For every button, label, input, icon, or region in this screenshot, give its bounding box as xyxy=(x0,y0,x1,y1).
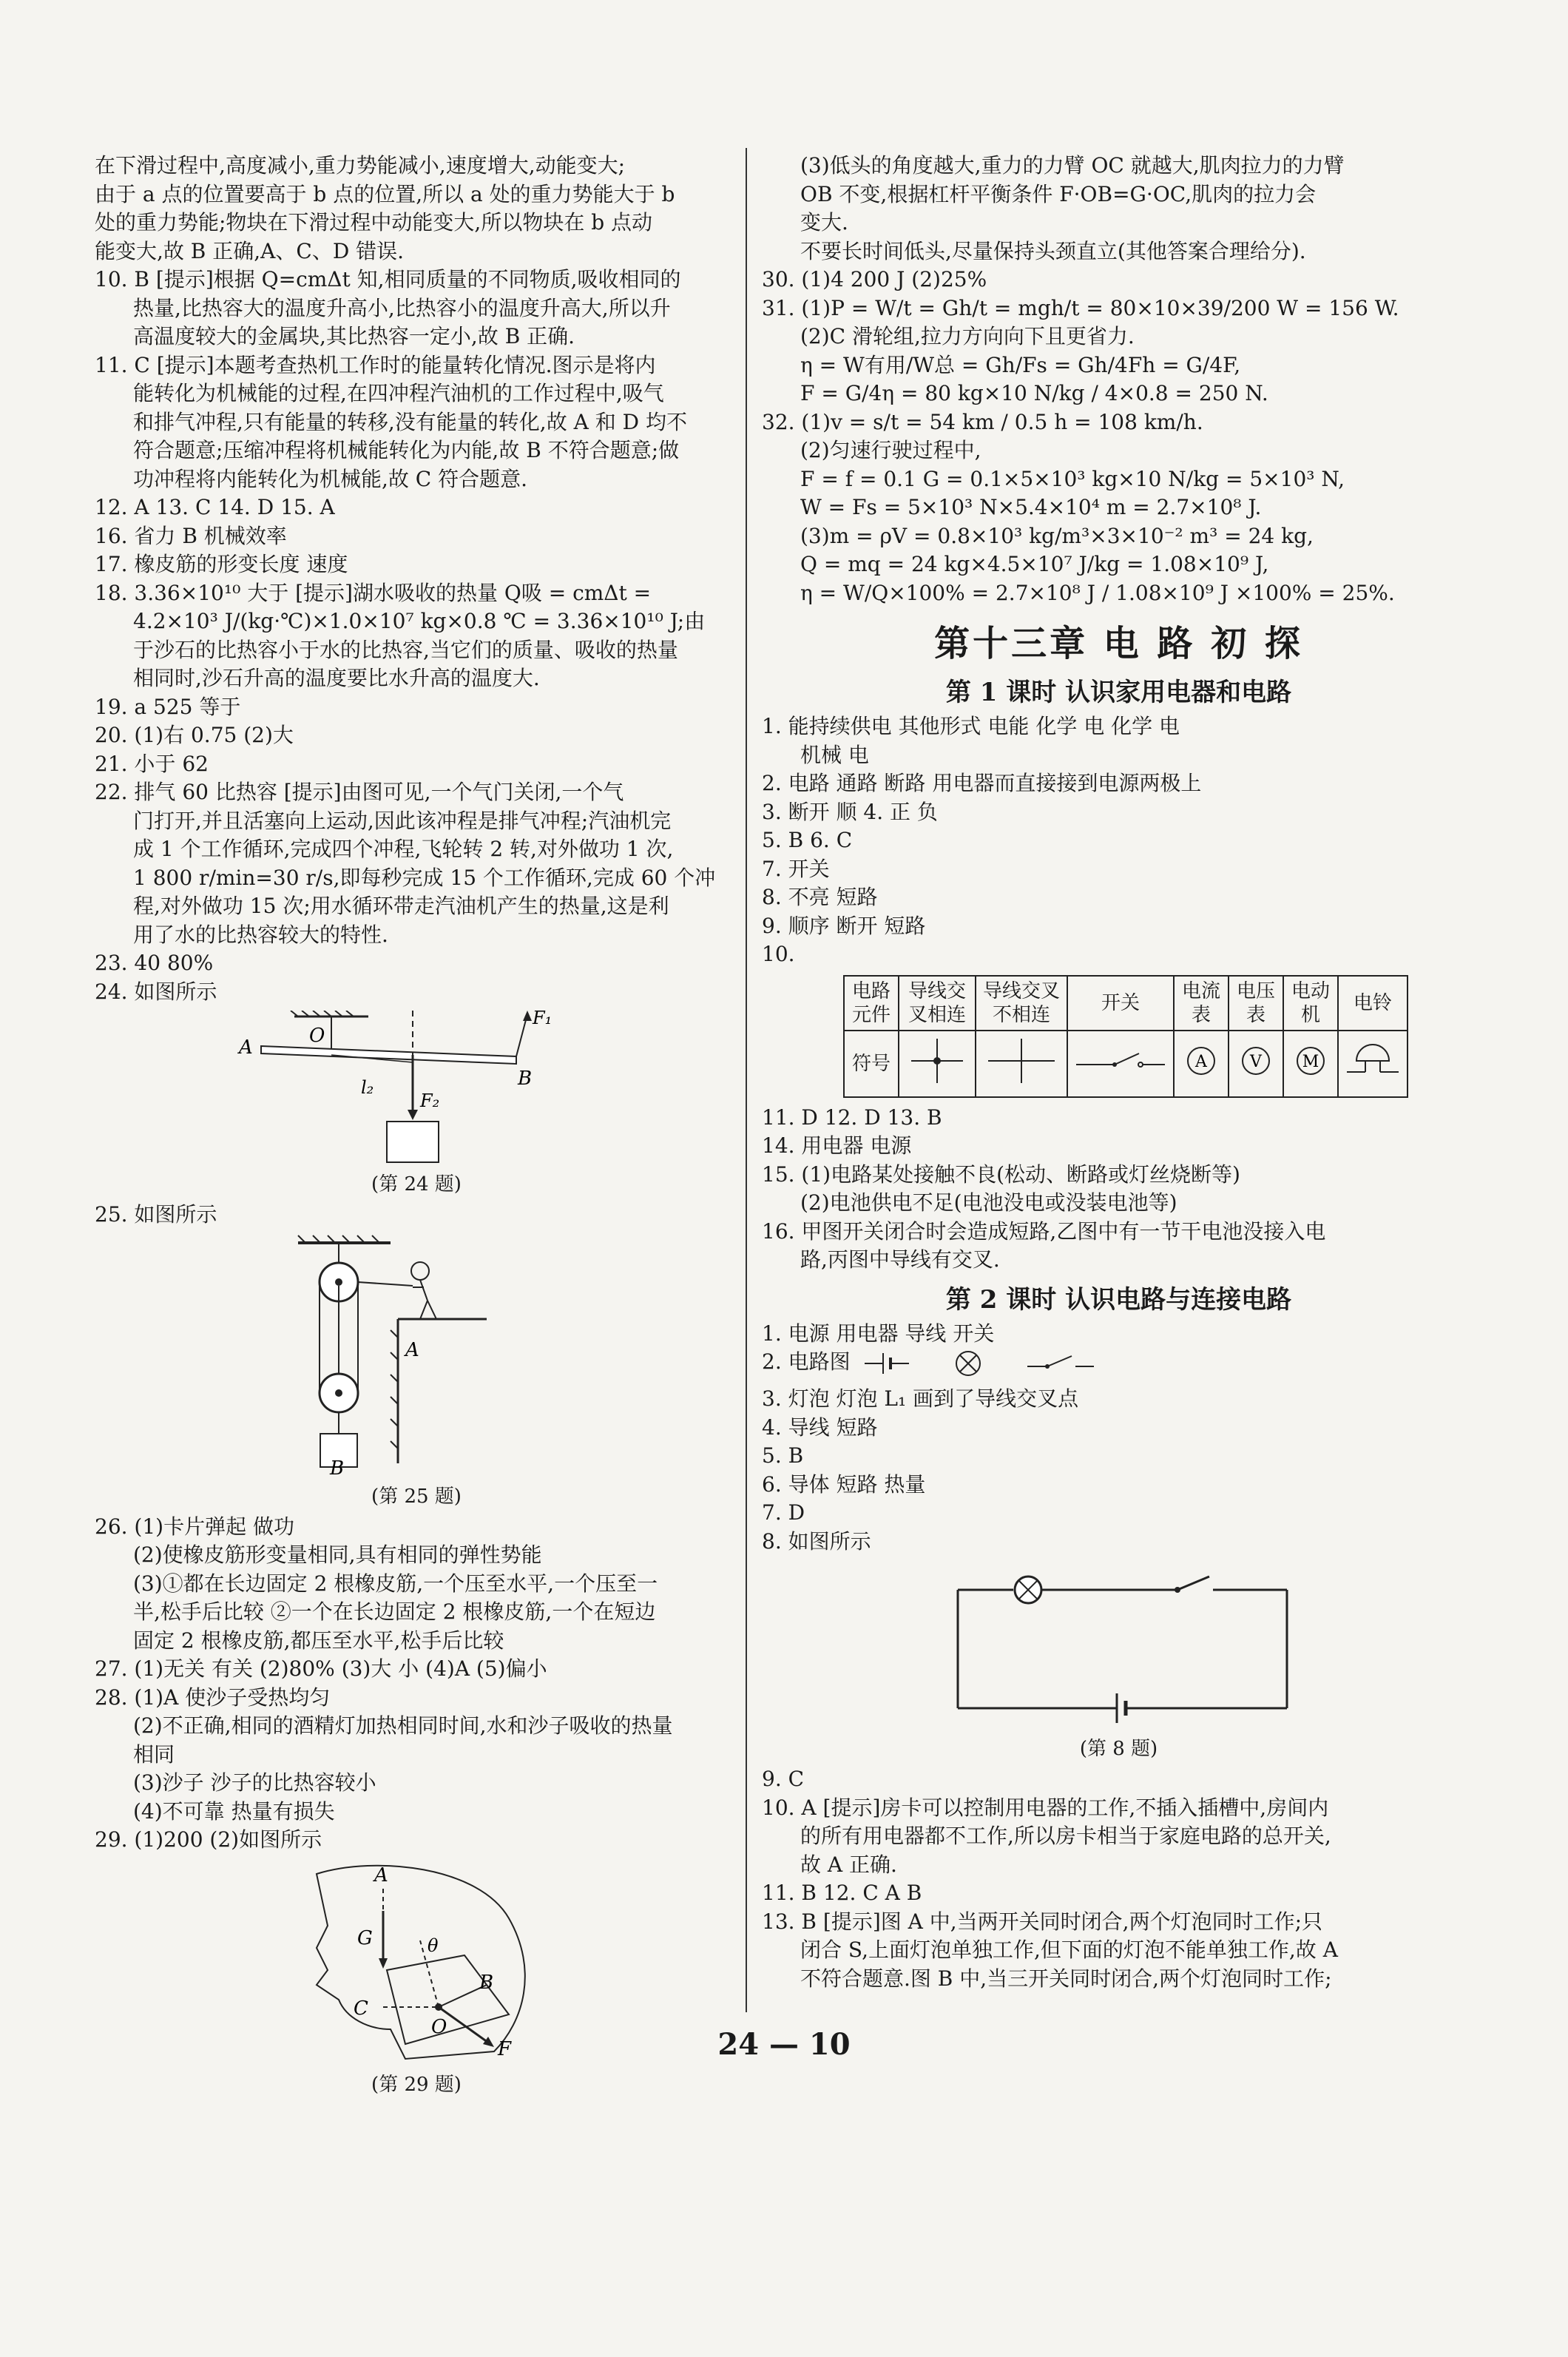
text-line: 和排气冲程,只有能量的转移,没有能量的转化,故 A 和 D 均不 xyxy=(133,409,687,434)
answer-18: 18. 3.36×10¹⁰ 大于 [提示]湖水吸收的热量 Q吸 = cmΔt = xyxy=(95,580,652,605)
answer-24: 24. 如图所示 xyxy=(95,979,217,1004)
voltmeter-symbol xyxy=(1229,1031,1283,1097)
svg-text:B: B xyxy=(479,1971,494,1994)
switch-symbol xyxy=(1067,1031,1174,1097)
svg-text:O: O xyxy=(309,1025,325,1047)
text-line: (2)使橡皮筋形变量相同,具有相同的弹性势能 xyxy=(133,1542,542,1567)
svg-text:C: C xyxy=(354,1997,368,2020)
symbols-row xyxy=(857,1349,1123,1378)
text-line: 11. B 12. C A B xyxy=(762,1881,922,1905)
answer-28: 28. (1)A 使沙子受热均匀 xyxy=(95,1685,331,1710)
text-line: (3)低头的角度越大,重力的力臂 OC 就越大,肌肉拉力的力臂 xyxy=(800,153,1345,178)
answer-10: 10. B [提示]根据 Q=cmΔt 知,相同质量的不同物质,吸收相同的 xyxy=(95,267,681,291)
text-line: 在下滑过程中,高度减小,重力势能减小,速度增大,动能变大; xyxy=(95,153,626,178)
text-line: 不符合题意.图 B 中,当三开关同时闭合,两个灯泡同时工作; xyxy=(800,1966,1332,1991)
bell-symbol xyxy=(1338,1031,1408,1097)
text-line: 11. D 12. D 13. B xyxy=(762,1105,942,1130)
motor-symbol xyxy=(1283,1031,1338,1097)
svg-text:F: F xyxy=(498,2037,512,2060)
svg-text:A: A xyxy=(374,1864,388,1886)
text-line: 成 1 个工作循环,完成四个冲程,飞轮转 2 转,对外做功 1 次, xyxy=(133,837,674,861)
svg-text:F₂: F₂ xyxy=(420,1090,440,1111)
answer-22: 22. 排气 60 比热容 [提示]由图可见,一个气门关闭,一个气 xyxy=(95,780,624,804)
text-line: 4.2×10³ J/(kg·℃)×1.0×10⁷ kg×0.8 ℃ = 3.36×10¹⁰ J;由 xyxy=(133,609,706,633)
table-row xyxy=(844,1031,1408,1097)
table-cell: 符号 xyxy=(844,1031,899,1097)
table-cell: 电铃 xyxy=(1338,976,1408,1031)
answer-17: 17. 橡皮筋的形变长度 速度 xyxy=(95,552,348,576)
text-line: 1 800 r/min=30 r/s,即每秒完成 15 个工作循环,完成 60 个冲 xyxy=(133,865,716,890)
text-line: 处的重力势能;物块在下滑过程中动能变大,所以物块在 b 点动 xyxy=(95,210,653,235)
figure-caption: (第 29 题) xyxy=(371,2073,462,2096)
text-line: (2)电池供电不足(电池没电或没装电池等) xyxy=(800,1190,1177,1215)
text-line: 3. 断开 顺 4. 正 负 xyxy=(762,799,938,824)
lesson-title: 第 1 课时 认识家用电器和电路 xyxy=(945,678,1292,707)
svg-text:B: B xyxy=(518,1068,533,1090)
text-line: 1. 电源 用电器 导线 开关 xyxy=(762,1321,995,1346)
svg-text:θ: θ xyxy=(428,1935,439,1956)
text-line: 3. 灯泡 灯泡 L₁ 画到了导线交叉点 xyxy=(762,1386,1079,1411)
answer-11: 11. C [提示]本题考查热机工作时的能量转化情况.图示是将内 xyxy=(95,352,656,377)
text-line: 的所有用电器都不工作,所以房卡相当于家庭电路的总开关, xyxy=(800,1824,1331,1848)
circuit-symbol-table xyxy=(843,975,1408,1098)
text-line: (2)不正确,相同的酒精灯加热相同时间,水和沙子吸收的热量 xyxy=(133,1713,673,1738)
crossing-symbol xyxy=(976,1031,1067,1097)
answer-31: 31. (1)P = W/t = Gh/t = mgh/t = 80×10×39/200 W = 156 W. xyxy=(762,295,1399,320)
meter-letter: V xyxy=(1250,1052,1262,1071)
text-line: 相同时,沙石升高的温度要比水升高的温度大. xyxy=(133,666,540,690)
text-line: 门打开,并且活塞向上运动,因此该冲程是排气冲程;汽油机完 xyxy=(133,808,672,833)
text-line: 相同 xyxy=(133,1741,175,1767)
left-column xyxy=(95,152,738,2101)
table-cell: 电动机 xyxy=(1283,976,1338,1031)
text-line: 7. 开关 xyxy=(762,856,830,881)
svg-text:A: A xyxy=(239,1036,253,1059)
text-line: Q = mq = 24 kg×4.5×10⁷ J/kg = 1.08×10⁹ J, xyxy=(800,552,1269,576)
figure-8-circuit xyxy=(762,1560,1476,1761)
text-line: 6. 导体 短路 热量 xyxy=(762,1471,926,1497)
text-line: 2. 电路 通路 断路 用电器而直接接到电源两极上 xyxy=(762,771,1202,795)
answer-21: 21. 小于 62 xyxy=(95,751,209,776)
text-line: (4)不可靠 热量有损失 xyxy=(133,1798,335,1824)
text-line: 13. B [提示]图 A 中,当两开关同时闭合,两个灯泡同时工作;只 xyxy=(762,1909,1323,1934)
meter-letter: A xyxy=(1195,1052,1207,1071)
text-line: 9. C xyxy=(762,1767,805,1791)
text-line: 变大. xyxy=(800,210,848,235)
junction-symbol xyxy=(899,1031,976,1097)
table-cell: 开关 xyxy=(1067,976,1174,1031)
svg-text:A: A xyxy=(405,1338,419,1361)
ammeter-symbol xyxy=(1174,1031,1229,1097)
table-cell: 导线交叉不相连 xyxy=(976,976,1067,1031)
svg-text:G: G xyxy=(357,1926,373,1949)
right-column xyxy=(762,152,1476,1993)
text-line: 于沙石的比热容小于水的比热容,当它们的质量、吸收的热量 xyxy=(133,637,678,662)
answer-16: 16. 省力 B 机械效率 xyxy=(95,523,287,548)
text-line: F = G/4η = 80 kg×10 N/kg / 4×0.8 = 250 N. xyxy=(800,381,1268,405)
text-line: 路,丙图中导线有交叉. xyxy=(800,1247,1000,1272)
lever-diagram xyxy=(95,1011,738,1166)
text-line: 不要长时间低头,尽量保持头颈直立(其他答案合理给分). xyxy=(800,238,1306,263)
figure-caption: (第 25 题) xyxy=(371,1485,462,1508)
text-line: 由于 a 点的位置要高于 b 点的位置,所以 a 处的重力势能大于 b xyxy=(95,181,675,206)
text-line: 10. xyxy=(762,942,795,966)
text-line: 15. (1)电路某处接触不良(松动、断路或灯丝烧断等) xyxy=(762,1161,1240,1187)
text-line: 4. 导线 短路 xyxy=(762,1414,878,1440)
answer-23: 23. 40 80% xyxy=(95,951,214,975)
text-line: OB 不变,根据杠杆平衡条件 F·OB=G·OC,肌肉的拉力会 xyxy=(800,181,1317,206)
text-line: W = Fs = 5×10³ N×5.4×10⁴ m = 2.7×10⁸ J. xyxy=(800,495,1262,519)
text-line: 高温度较大的金属块,其比热容一定小,故 B 正确. xyxy=(133,324,575,348)
svg-text:B: B xyxy=(330,1457,345,1478)
text-line: 热量,比热容大的温度升高小,比热容小的温度升高大,所以升 xyxy=(133,295,671,320)
answer-19: 19. a 525 等于 xyxy=(95,694,241,719)
text-line: 半,松手后比较 ②一个在长边固定 2 根橡皮筋,一个在短边 xyxy=(133,1599,656,1624)
answer-12-15: 12. A 13. C 14. D 15. A xyxy=(95,495,335,519)
meter-letter: M xyxy=(1302,1052,1319,1071)
circuit-diagram xyxy=(762,1560,1476,1730)
text-line: 9. 顺序 断开 短路 xyxy=(762,913,926,938)
table-row xyxy=(844,976,1408,1031)
page-number: 24 — 10 xyxy=(717,2027,851,2062)
text-line: (2)C 滑轮组,拉力方向向下且更省力. xyxy=(800,324,1135,348)
text-line: 5. B xyxy=(762,1443,804,1468)
text-line: 能转化为机械能的过程,在四冲程汽油机的工作过程中,吸气 xyxy=(133,381,664,405)
figure-caption: (第 24 题) xyxy=(371,1173,462,1196)
text-line: (2)匀速行驶过程中, xyxy=(800,438,981,462)
table-cell: 电压表 xyxy=(1229,976,1283,1031)
svg-text:O: O xyxy=(431,2015,447,2038)
text-line: 7. D xyxy=(762,1500,805,1525)
text-line: 符合题意;压缩冲程将机械能转化为内能,故 B 不符合题意;做 xyxy=(133,438,680,462)
text-line: 用了水的比热容较大的特性. xyxy=(133,922,388,947)
text-line: 能变大,故 B 正确,A、C、D 错误. xyxy=(95,238,405,263)
text-line: 固定 2 根橡皮筋,都压至水平,松手后比较 xyxy=(133,1628,504,1653)
text-line: 8. 如图所示 xyxy=(762,1528,871,1554)
text-label: 2. 电路图 xyxy=(762,1349,851,1374)
table-cell: 导线交叉相连 xyxy=(899,976,976,1031)
pulley-diagram xyxy=(95,1234,738,1478)
text-line: η = W/Q×100% = 2.7×10⁸ J / 1.08×10⁹ J ×100% = 25%. xyxy=(800,580,1395,605)
answer-25: 25. 如图所示 xyxy=(95,1202,217,1227)
text-line: 功冲程将内能转化为机械能,故 C 符合题意. xyxy=(133,466,528,491)
chapter-title: 第十三章 电 路 初 探 xyxy=(934,623,1303,664)
answer-27: 27. (1)无关 有关 (2)80% (3)大 小 (4)A (5)偏小 xyxy=(95,1656,547,1681)
text-line: 程,对外做功 15 次;用水循环带走汽油机产生的热量,这是利 xyxy=(133,894,669,918)
text-line: 机械 电 xyxy=(800,742,869,767)
svg-text:l₂: l₂ xyxy=(361,1077,374,1098)
figure-25-pulley xyxy=(95,1234,738,1508)
text-line: 14. 用电器 电源 xyxy=(762,1133,912,1158)
figure-24-lever xyxy=(95,1011,738,1196)
text-line: 1. 能持续供电 其他形式 电能 化学 电 化学 电 xyxy=(762,714,1180,738)
answer-29: 29. (1)200 (2)如图所示 xyxy=(95,1827,322,1852)
text-line: (3)m = ρV = 0.8×10³ kg/m³×3×10⁻² m³ = 24 kg, xyxy=(800,523,1314,548)
answer-20: 20. (1)右 0.75 (2)大 xyxy=(95,723,294,747)
circuit-symbols-line xyxy=(762,1348,1476,1385)
answer-26: 26. (1)卡片弹起 做功 xyxy=(95,1514,294,1539)
text-line: F = f = 0.1 G = 0.1×5×10³ kg×10 N/kg = 5×10³ N, xyxy=(800,466,1345,491)
lesson-title: 第 2 课时 认识电路与连接电路 xyxy=(945,1284,1292,1315)
text-line: 故 A 正确. xyxy=(800,1852,897,1877)
column-divider xyxy=(746,148,747,2012)
text-line: 闭合 S,上面灯泡单独工作,但下面的灯泡不能单独工作,故 A xyxy=(800,1938,1338,1962)
answer-32: 32. (1)v = s/t = 54 km / 0.5 h = 108 km/h. xyxy=(762,409,1203,434)
table-cell: 电流表 xyxy=(1174,976,1229,1031)
text-line: 5. B 6. C xyxy=(762,828,853,852)
text-line: 8. 不亮 短路 xyxy=(762,885,878,909)
text-line: (3)沙子 沙子的比热容较小 xyxy=(133,1770,376,1795)
answer-30: 30. (1)4 200 J (2)25% xyxy=(762,267,987,291)
text-line: 10. A [提示]房卡可以控制用电器的工作,不插入插槽中,房间内 xyxy=(762,1795,1329,1820)
text-line: (3)①都在长边固定 2 根橡皮筋,一个压至水平,一个压至一 xyxy=(133,1571,658,1596)
svg-text:F₁: F₁ xyxy=(533,1011,552,1028)
figure-caption: (第 8 题) xyxy=(1079,1738,1158,1760)
text-line: η = W有用/W总 = Gh/Fs = Gh/4Fh = G/4F, xyxy=(800,352,1241,377)
text-line: 16. 甲图开关闭合时会造成短路,乙图中有一节干电池没接入电 xyxy=(762,1218,1326,1244)
table-cell: 电路元件 xyxy=(844,976,899,1031)
